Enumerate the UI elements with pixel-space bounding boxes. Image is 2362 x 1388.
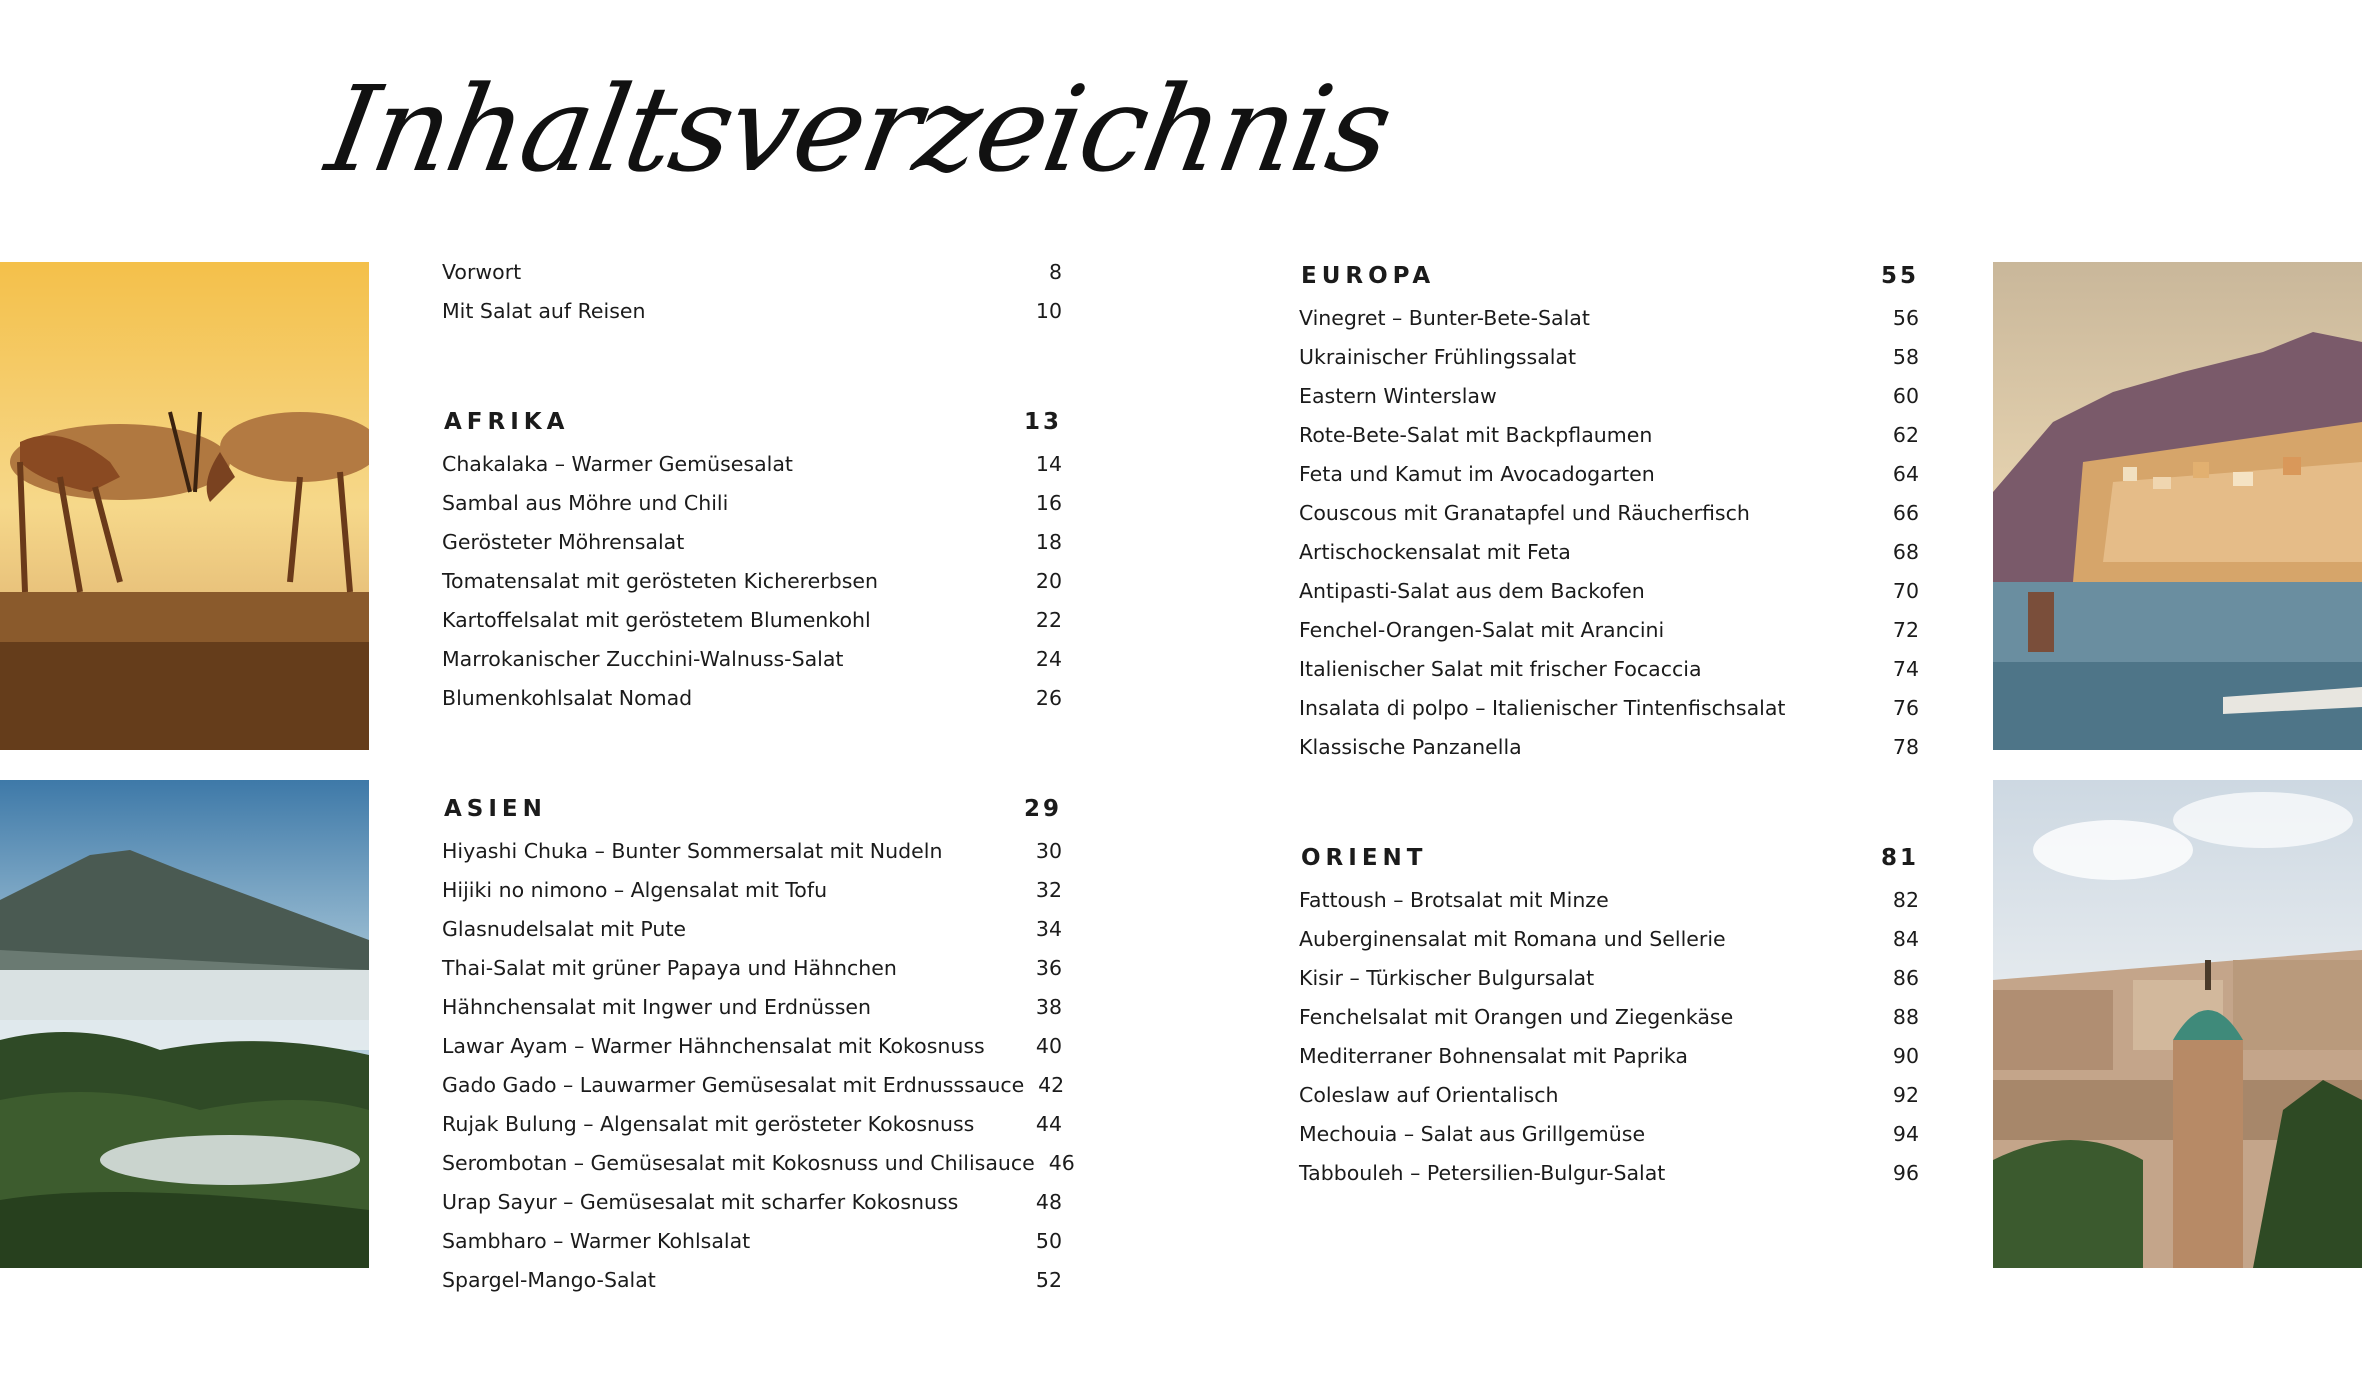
toc-entry[interactable] — [1299, 572, 1919, 611]
entry-page: 96 — [1892, 1161, 1919, 1185]
toc-entry[interactable] — [442, 1027, 1062, 1066]
entry-label: Insalata di polpo – Italienischer Tintenfischsalat — [1299, 696, 1786, 720]
toc-entry[interactable] — [1299, 1076, 1919, 1115]
entry-page: 40 — [1035, 1034, 1062, 1058]
section-title: EUROPA — [1301, 263, 1436, 289]
toc-entry[interactable] — [1299, 416, 1919, 455]
toc-entry[interactable] — [1299, 728, 1919, 767]
page-title: Inhaltsverzeichnis — [318, 60, 1401, 198]
entry-page: 22 — [1035, 608, 1062, 632]
photo-old-city — [1993, 780, 2362, 1268]
entry-page: 48 — [1035, 1190, 1062, 1214]
photo-gazelles-fighting — [0, 262, 369, 750]
toc-entry[interactable] — [1299, 959, 1919, 998]
entry-label: Couscous mit Granatapfel und Räucherfisch — [1299, 501, 1750, 525]
photo-coastal-town — [1993, 262, 2362, 750]
entry-label: Vinegret – Bunter-Bete-Salat — [1299, 306, 1590, 330]
photo-volcano-mist — [0, 780, 369, 1268]
toc-entry[interactable] — [442, 1066, 1065, 1105]
entry-label: Hähnchensalat mit Ingwer und Erdnüssen — [442, 995, 871, 1019]
entry-page: 58 — [1892, 345, 1919, 369]
entry-label: Serombotan – Gemüsesalat mit Kokosnuss und Chilisauce — [442, 1151, 1035, 1175]
entry-label: Rujak Bulung – Algensalat mit gerösteter Kokosnuss — [442, 1112, 975, 1136]
toc-entry[interactable] — [1299, 998, 1919, 1037]
entry-label: Lawar Ayam – Warmer Hähnchensalat mit Kokosnuss — [442, 1034, 985, 1058]
entry-page: 44 — [1035, 1112, 1062, 1136]
entry-page: 16 — [1035, 491, 1062, 515]
toc-entry[interactable] — [442, 562, 1062, 601]
entry-label: Artischockensalat mit Feta — [1299, 540, 1571, 564]
section-page: 81 — [1880, 845, 1919, 871]
entry-label: Rote-Bete-Salat mit Backpflaumen — [1299, 423, 1653, 447]
entry-page: 74 — [1892, 657, 1919, 681]
toc-entry[interactable] — [1299, 1154, 1919, 1193]
entry-label: Kartoffelsalat mit geröstetem Blumenkohl — [442, 608, 871, 632]
entry-label: Auberginensalat mit Romana und Sellerie — [1299, 927, 1726, 951]
entry-label: Gado Gado – Lauwarmer Gemüsesalat mit Erdnusssauce — [442, 1073, 1025, 1097]
entry-page: 30 — [1035, 839, 1062, 863]
entry-page: 18 — [1035, 530, 1062, 554]
entry-page: 14 — [1035, 452, 1062, 476]
toc-entry[interactable] — [442, 679, 1062, 718]
entry-label: Hiyashi Chuka – Bunter Sommersalat mit Nudeln — [442, 839, 943, 863]
entry-page: 10 — [1035, 299, 1062, 323]
toc-entry[interactable] — [442, 949, 1062, 988]
entry-page: 66 — [1892, 501, 1919, 525]
entry-page: 56 — [1892, 306, 1919, 330]
entry-label: Fenchelsalat mit Orangen und Ziegenkäse — [1299, 1005, 1734, 1029]
toc-entry[interactable] — [1299, 455, 1919, 494]
entry-page: 88 — [1892, 1005, 1919, 1029]
toc-entry[interactable] — [1299, 299, 1919, 338]
entry-label: Coleslaw auf Orientalisch — [1299, 1083, 1559, 1107]
entry-label: Glasnudelsalat mit Pute — [442, 917, 687, 941]
toc-column-right — [1299, 253, 1919, 1193]
entry-page: 34 — [1035, 917, 1062, 941]
toc-entry[interactable] — [442, 523, 1062, 562]
entry-page: 86 — [1892, 966, 1919, 990]
entry-label: Tabbouleh – Petersilien-Bulgur-Salat — [1299, 1161, 1666, 1185]
section-title: ORIENT — [1301, 845, 1428, 871]
toc-entry[interactable] — [1299, 377, 1919, 416]
entry-label: Mechouia – Salat aus Grillgemüse — [1299, 1122, 1646, 1146]
toc-entry[interactable] — [442, 1105, 1062, 1144]
toc-entry[interactable] — [1299, 1115, 1919, 1154]
toc-entry[interactable] — [442, 871, 1062, 910]
toc-entry[interactable] — [1299, 689, 1919, 728]
toc-entry[interactable] — [1299, 650, 1919, 689]
section-heading-orient[interactable] — [1299, 835, 1919, 881]
entry-page: 24 — [1035, 647, 1062, 671]
entry-page: 8 — [1048, 260, 1062, 284]
entry-page: 50 — [1035, 1229, 1062, 1253]
toc-entry[interactable] — [442, 1222, 1062, 1261]
section-page: 55 — [1880, 263, 1919, 289]
toc-entry[interactable] — [442, 601, 1062, 640]
toc-column-left — [442, 253, 1075, 1300]
entry-page: 32 — [1035, 878, 1062, 902]
entry-page: 42 — [1038, 1073, 1065, 1097]
section-title: ASIEN — [444, 796, 547, 822]
toc-entry[interactable] — [442, 484, 1062, 523]
entry-page: 82 — [1892, 888, 1919, 912]
entry-page: 76 — [1892, 696, 1919, 720]
toc-entry[interactable] — [442, 445, 1062, 484]
section-title: AFRIKA — [444, 409, 570, 435]
entry-page: 52 — [1035, 1268, 1062, 1292]
toc-entry[interactable] — [1299, 920, 1919, 959]
entry-label: Italienischer Salat mit frischer Focaccia — [1299, 657, 1702, 681]
entry-label: Hijiki no nimono – Algensalat mit Tofu — [442, 878, 828, 902]
toc-entry[interactable] — [1299, 1037, 1919, 1076]
entry-label: Sambal aus Möhre und Chili — [442, 491, 729, 515]
entry-page: 92 — [1892, 1083, 1919, 1107]
entry-label: Kisir – Türkischer Bulgursalat — [1299, 966, 1595, 990]
entry-label: Sambharo – Warmer Kohlsalat — [442, 1229, 751, 1253]
entry-label: Spargel-Mango-Salat — [442, 1268, 656, 1292]
entry-page: 84 — [1892, 927, 1919, 951]
entry-page: 94 — [1892, 1122, 1919, 1146]
entry-page: 26 — [1035, 686, 1062, 710]
toc-entry[interactable] — [1299, 338, 1919, 377]
section-page: 13 — [1023, 409, 1062, 435]
section-page: 29 — [1023, 796, 1062, 822]
entry-label: Tomatensalat mit gerösteten Kichererbsen — [442, 569, 878, 593]
entry-page: 72 — [1892, 618, 1919, 642]
toc-entry[interactable] — [1299, 611, 1919, 650]
entry-label: Ukrainischer Frühlingssalat — [1299, 345, 1577, 369]
entry-label: Fenchel-Orangen-Salat mit Arancini — [1299, 618, 1665, 642]
toc-entry[interactable] — [442, 1144, 1075, 1183]
section-heading-asien[interactable] — [442, 786, 1062, 832]
toc-entry[interactable] — [442, 640, 1062, 679]
toc-entry[interactable] — [442, 292, 1062, 331]
entry-label: Thai-Salat mit grüner Papaya und Hähnchen — [442, 956, 897, 980]
entry-page: 38 — [1035, 995, 1062, 1019]
entry-label: Mediterraner Bohnensalat mit Paprika — [1299, 1044, 1688, 1068]
entry-page: 64 — [1892, 462, 1919, 486]
entry-page: 70 — [1892, 579, 1919, 603]
entry-label: Blumenkohlsalat Nomad — [442, 686, 693, 710]
entry-label: Marrokanischer Zucchini-Walnuss-Salat — [442, 647, 844, 671]
toc-entry[interactable] — [1299, 533, 1919, 572]
entry-page: 60 — [1892, 384, 1919, 408]
toc-entry[interactable] — [1299, 881, 1919, 920]
entry-page: 68 — [1892, 540, 1919, 564]
entry-label: Chakalaka – Warmer Gemüsesalat — [442, 452, 793, 476]
toc-entry[interactable] — [442, 1261, 1062, 1300]
toc-entry[interactable] — [442, 910, 1062, 949]
entry-page: 90 — [1892, 1044, 1919, 1068]
entry-page: 46 — [1048, 1151, 1075, 1175]
entry-page: 20 — [1035, 569, 1062, 593]
entry-label: Klassische Panzanella — [1299, 735, 1522, 759]
entry-label: Fattoush – Brotsalat mit Minze — [1299, 888, 1609, 912]
entry-label: Mit Salat auf Reisen — [442, 299, 646, 323]
entry-label: Urap Sayur – Gemüsesalat mit scharfer Kokosnuss — [442, 1190, 959, 1214]
entry-label: Antipasti-Salat aus dem Backofen — [1299, 579, 1645, 603]
entry-label: Gerösteter Möhrensalat — [442, 530, 685, 554]
toc-entry[interactable] — [442, 988, 1062, 1027]
toc-entry[interactable] — [442, 1183, 1062, 1222]
toc-entry[interactable] — [442, 832, 1062, 871]
entry-page: 78 — [1892, 735, 1919, 759]
entry-label: Eastern Winterslaw — [1299, 384, 1497, 408]
entry-label: Vorwort — [442, 260, 522, 284]
entry-label: Feta und Kamut im Avocadogarten — [1299, 462, 1655, 486]
section-heading-europa[interactable] — [1299, 253, 1919, 299]
toc-entry[interactable] — [1299, 494, 1919, 533]
entry-page: 36 — [1035, 956, 1062, 980]
entry-page: 62 — [1892, 423, 1919, 447]
toc-entry[interactable] — [442, 253, 1062, 292]
section-heading-afrika[interactable] — [442, 399, 1062, 445]
